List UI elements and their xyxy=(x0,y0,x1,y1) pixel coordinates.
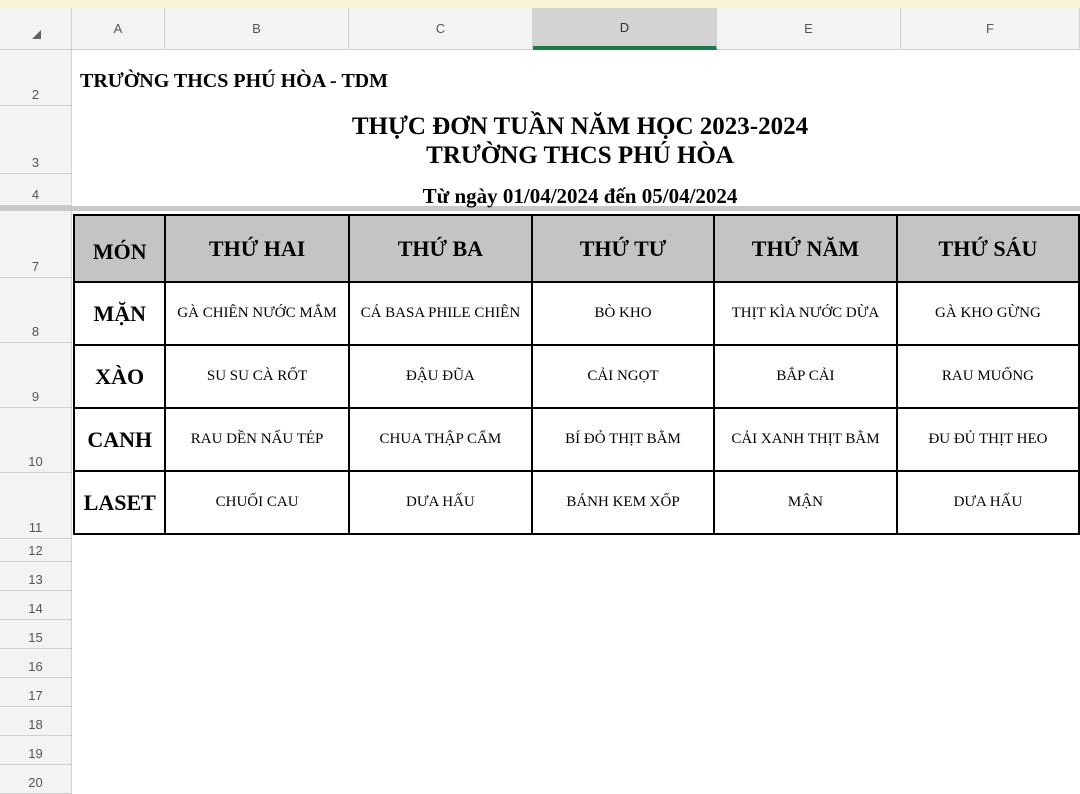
menu-item-cell[interactable]: ĐU ĐỦ THỊT HEO xyxy=(897,408,1079,471)
row-header-18[interactable]: 18 xyxy=(0,707,72,736)
menu-title-cell[interactable]: THỰC ĐƠN TUẦN NĂM HỌC 2023-2024 xyxy=(351,113,809,140)
table-row xyxy=(74,471,1079,534)
row-header-10[interactable]: 10 xyxy=(0,408,72,473)
dish-header-cell[interactable]: MÓN xyxy=(74,215,165,282)
dish-category-cell[interactable]: LASET xyxy=(74,471,165,534)
column-header-d[interactable]: D xyxy=(533,8,717,50)
column-header-c[interactable]: C xyxy=(349,8,533,50)
menu-item-cell[interactable]: BÁNH KEM XỐP xyxy=(532,471,714,534)
menu-item-cell[interactable]: CẢI NGỌT xyxy=(532,345,714,408)
row-header-16[interactable]: 16 xyxy=(0,649,72,678)
row-header-19[interactable]: 19 xyxy=(0,736,72,765)
select-all-corner[interactable] xyxy=(0,8,72,50)
day-header-cell[interactable]: THỨ BA xyxy=(349,215,532,282)
table-row xyxy=(74,282,1079,345)
menu-item-cell[interactable]: RAU DỀN NẤU TÉP xyxy=(165,408,348,471)
menu-item-cell[interactable]: CÁ BASA PHILE CHIÊN xyxy=(349,282,532,345)
row-header-12[interactable]: 12 xyxy=(0,539,72,562)
select-all-triangle-icon xyxy=(32,30,41,39)
day-header-cell[interactable]: THỨ TƯ xyxy=(532,215,714,282)
dish-category-cell[interactable]: XÀO xyxy=(74,345,165,408)
menu-item-cell[interactable]: CẢI XANH THỊT BẰM xyxy=(714,408,897,471)
menu-item-cell[interactable]: GÀ CHIÊN NƯỚC MẮM xyxy=(165,282,348,345)
date-range-cell[interactable]: Từ ngày 01/04/2024 đến 05/04/2024 xyxy=(422,184,738,208)
row-header-20[interactable]: 20 xyxy=(0,765,72,794)
menu-item-cell[interactable]: DƯA HẤU xyxy=(897,471,1079,534)
row-header-7[interactable]: 7 xyxy=(0,211,72,278)
menu-item-cell[interactable]: SU SU CÀ RỐT xyxy=(165,345,348,408)
school-name-cell[interactable]: TRƯỜNG THCS PHÚ HÒA - TDM xyxy=(80,70,388,92)
row-header-3[interactable]: 3 xyxy=(0,106,72,174)
row-header-17[interactable]: 17 xyxy=(0,678,72,707)
day-header-cell[interactable]: THỨ SÁU xyxy=(897,215,1079,282)
row-header-11[interactable]: 11 xyxy=(0,473,72,539)
column-header-a[interactable]: A xyxy=(72,8,165,50)
row-header-13[interactable]: 13 xyxy=(0,562,72,591)
menu-item-cell[interactable]: CHUA THẬP CẨM xyxy=(349,408,532,471)
table-row xyxy=(74,345,1079,408)
menu-subtitle-cell[interactable]: TRƯỜNG THCS PHÚ HÒA xyxy=(426,142,734,169)
dish-category-cell[interactable]: CANH xyxy=(74,408,165,471)
menu-item-cell[interactable]: GÀ KHO GỪNG xyxy=(897,282,1079,345)
menu-item-cell[interactable]: MẬN xyxy=(714,471,897,534)
row-header-14[interactable]: 14 xyxy=(0,591,72,620)
menu-item-cell[interactable]: DƯA HẤU xyxy=(349,471,532,534)
menu-item-cell[interactable]: CHUỐI CAU xyxy=(165,471,348,534)
menu-table xyxy=(73,214,1080,535)
column-header-b[interactable]: B xyxy=(165,8,349,50)
top-strip xyxy=(0,0,1080,8)
row-header-4[interactable]: 4 xyxy=(0,174,72,206)
row-header-2[interactable]: 2 xyxy=(0,50,72,106)
day-header-cell[interactable]: THỨ HAI xyxy=(165,215,348,282)
menu-item-cell[interactable]: ĐẬU ĐŨA xyxy=(349,345,532,408)
row-header-8[interactable]: 8 xyxy=(0,278,72,343)
row-header-15[interactable]: 15 xyxy=(0,620,72,649)
menu-item-cell[interactable]: BẮP CẢI xyxy=(714,345,897,408)
column-header-f[interactable]: F xyxy=(901,8,1080,50)
dish-category-cell[interactable]: MẶN xyxy=(74,282,165,345)
menu-item-cell[interactable]: RAU MUỐNG xyxy=(897,345,1079,408)
table-row xyxy=(74,408,1079,471)
menu-item-cell[interactable]: BÒ KHO xyxy=(532,282,714,345)
table-header-row xyxy=(74,215,1079,282)
day-header-cell[interactable]: THỨ NĂM xyxy=(714,215,897,282)
column-header-e[interactable]: E xyxy=(717,8,901,50)
row-header-9[interactable]: 9 xyxy=(0,343,72,408)
menu-item-cell[interactable]: BÍ ĐỎ THỊT BẰM xyxy=(532,408,714,471)
menu-item-cell[interactable]: THỊT KÌA NƯỚC DỪA xyxy=(714,282,897,345)
